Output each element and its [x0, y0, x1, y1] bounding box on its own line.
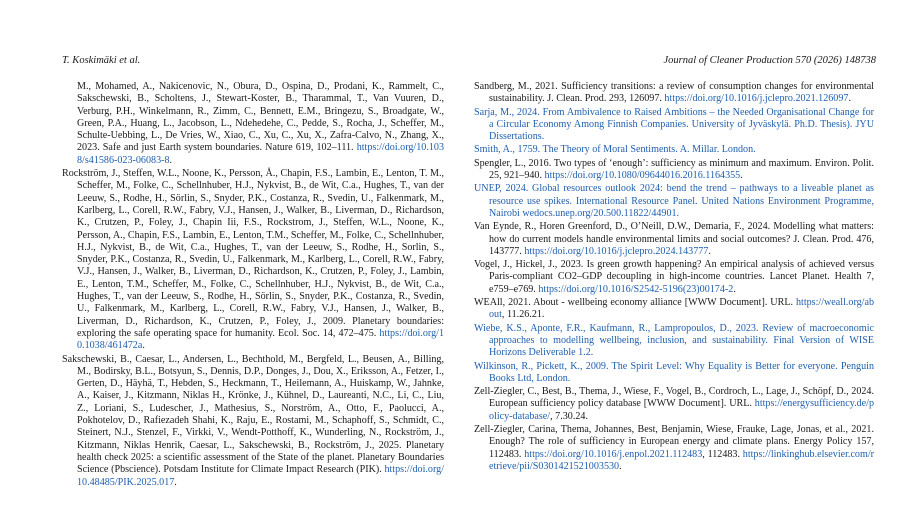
doi-link[interactable]: https://doi.org/10.1080/09644016.2016.1164355 [544, 170, 741, 182]
doi-link[interactable]: https://doi.org/10.1016/S2542-5196(23)00174-2 [538, 283, 734, 295]
references-left-column [62, 81, 444, 490]
url-link[interactable]: https://weall.org/about [489, 297, 874, 321]
doi-link[interactable]: https://doi.org/10.1038/s41586-023-06083-8 [77, 142, 444, 166]
reference-entry-linked[interactable]: Wilkinson, R., Pickett, K., 2009. The Spirit Level: Why Equality is Better for everyone. Penguin Books Ltd, London. [474, 360, 874, 384]
doi-link[interactable]: https://doi.org/10.1016/j.jclepro.2021.126097 [664, 93, 849, 105]
doi-link[interactable]: https://doi.org/10.1016/j.jclepro.2024.143777 [524, 245, 709, 257]
reference-entry-linked[interactable]: Wiebe, K.S., Aponte, F.R., Kaufmann, R., Lampropoulos, D., 2023. Review of macroeconomic approaches to modelling wellbeing, inclusion, and sustainability. Final Version of WISE Horizons Deliverable 1.2. [474, 322, 874, 359]
doi-link[interactable]: https://doi.org/10.48485/PIK.2025.017 [77, 464, 444, 488]
running-header-journal: Journal of Cleaner Production 570 (2026) 148738 [663, 55, 876, 66]
reference-entry-linked[interactable]: Sarja, M., 2024. From Ambivalence to Raised Ambitions – the Needed Organisational Change for a Circular Economy Among Finnish Companies. University of Jyväskylä. Ph.D. Thesis). JYU Dissertations. [474, 106, 874, 143]
reference-entry: WEAll, 2021. About - wellbeing economy alliance [WWW Document]. URL. https://weall.org/about, 11.26.21. [474, 297, 874, 321]
reference-entry: Zell-Ziegler, C., Best, B., Thema, J., Wiese, F., Vogel, B., Cordroch, L., Lage, J., Schöpf, D., 2024. European sufficiency policy database [WWW Document]. URL. https://energysufficiency.de/policy-database/, 7.30.24. [474, 386, 874, 422]
reference-entry: Zell-Ziegler, Carina, Thema, Johannes, Best, Benjamin, Wiese, Frauke, Lage, Jonas, et al., 2021. Enough? The role of sufficiency in European energy and climate plans. Energy Policy 157, 112483. https://doi.org/10.1016/j.enpol.2021.112483, 112483. https://linkinghub.elsevier.com/retrieve/pii/S0301421521003530. [474, 424, 874, 472]
reference-entry-linked[interactable]: UNEP, 2024. Global resources outlook 2024: bend the trend – pathways to a liveable planet as resource use spikes. International Resource Panel. United Nations Environment Programme, Nairobi wedocs.unep.org/20.500.11822/44901. [474, 183, 874, 219]
doi-link[interactable]: https://doi.org/10.1038/461472a [77, 327, 444, 352]
reference-entry: Spengler, L., 2016. Two types of ‘enough’: sufficiency as minimum and maximum. Environ. Polit. 25, 921–940. https://doi.org/10.1080/09644016.2016.1164355. [474, 157, 874, 182]
references-right-column [474, 81, 874, 474]
reference-entry: Vogel, J., Hickel, J., 2023. Is green growth happening? An empirical analysis of achieved versus Paris-compliant CO2–GDP decoupling in high-income countries. Lancet Planet. Health 7, e759–e769. https://doi.org/10.1016/S2542-5196(23)00174-2. [474, 259, 874, 295]
url-link[interactable]: https://linkinghub.elsevier.com/retrieve/pii/S0301421521003530 [489, 448, 874, 472]
running-header-authors: T. Koskimäki et al. [62, 55, 141, 66]
reference-entry: Sakschewski, B., Caesar, L., Andersen, L., Bechthold, M., Bergfeld, L., Beusen, A., Billing, M., Bodirsky, B.L., Botsyun, S., Dennis, D.P., Donges, J., Dou, X., Eriksson, A., Fetzer, I., Gerten, D., Häyhä, T., Hebden, S., Heckmann, T., Heilemann, A., Huiskamp, W., Jahnke, A., Kaiser, J., Kitzmann, Niklas H., Krönke, J., Kühnel, D., Laureanti, N.C., Li, C., Liu, Z., Loriani, S., Ludescher, J., Mathesius, S., Norström, A., Otto, F., Paolucci, A., Pokhotelov, D., Rafiezadeh Shahi, K., Raju, E., Rostami, M., Schaphoff, S., Schmidt, C., Steinert, N.J., Stenzel, F., Virkki, V., Wendt-Potthoff, K., Wunderling, N., Rockström, J., Kitzmann, Niklas Henrik, Caesar, L., Sakschewski, B., Rockström, J., 2025. Planetary health check 2025: a scientific assessment of the State of the planet. Planetary Boundaries Science (Pbscience). Potsdam Institute for Climate Impact Research (PIK). https://doi.org/10.48485/PIK.2025.017. [62, 353, 444, 488]
url-link[interactable]: https://energysufficiency.de/policy-database/ [489, 398, 874, 422]
doi-link[interactable]: https://doi.org/10.1016/j.enpol.2021.112483 [524, 448, 703, 460]
reference-entry: Rockström, J., Steffen, W.L., Noone, K., Persson, Å., Chapin, F.S., Lambin, E., Lenton, T. M., Scheffer, M., Folke, C., Schellnhuber, H.J., Nykvist, B., de Wit, C.a., Hughes, T., van der Leeuw, S., Rodhe, H., Sörlin, S., Snyder, P.K., Costanza, R., Svedin, U., Falkenmark, M., Karlberg, L., Corell, R.W., Fabry, V.J., Hansen, J., Walker, B., Liverman, D., Richardson, K., Crutzen, P., Foley, J., Chapin Iii, F.S., Rockstrom, J., Steffen, W.L., Noone, K., Persson, A., Chapin, F.S., Lambin, E., Lenton, T.M., Scheffer, M., Folke, C., Schellnhuber, H.J., Nykvist, B., de Wit, C.a., Hughes, T., van der Leeuw, S., Rodhe, H., Sorlin, S., Snyder, P.K., Costanza, R., Svedin, U., Falkenmark, M., Karlberg, L., Corell, R.W., Fabry, V.J., Hansen, J., Walker, B., Liverman, D., Richardson, K., Crutzen, P., Foley, J., Lambin, E., Lenton, T.M., Scheffer, M., Folke, C., Schellnhuber, H.J., Nykvist, B., de Wit, C.a., Hughes, T., van der Leeuw, S., Rodhe, H., Sörlin, S., Snyder, P.K., Costanza, R., Svedin, U., Falkenmark, M., Karlberg, L., Corell, R.W., Fabry, V.J., Hansen, J., Walker, B., Liverman, D., Richardson, K., Crutzen, P., Foley, J., 2009. Planetary boundaries: exploring the safe operating space for humanity. Ecol. Soc. 14, 472–475. https://doi.org/10.1038/461472a. [62, 168, 444, 352]
reference-entry: Sandberg, M., 2021. Sufficiency transitions: a review of consumption changes for environmental sustainability. J. Clean. Prod. 293, 126097. https://doi.org/10.1016/j.jclepro.2021.126097. [474, 81, 874, 105]
reference-entry: Van Eynde, R., Horen Greenford, D., O’Neill, D.W., Demaria, F., 2024. Modelling what matters: how do current models handle environmental limits and social outcomes? J. Clean. Prod. 476, 143777. https://doi.org/10.1016/j.jclepro.2024.143777. [474, 221, 874, 257]
reference-entry: M., Mohamed, A., Nakicenovic, N., Obura, D., Ospina, D., Prodani, K., Rammelt, C., Sakschewski, B., Scholtens, J., Stewart-Koster, B., Tharammal, T., Van Vuuren, D., Verburg, P.H., Winkelmann, R., Zimm, C., Bennett, E.M., Bringezu, S., Broadgate, W., Green, P.A., Huang, L., Jacobson, L., Ndehedehe, C., Pedde, S., Rocha, J., Scheffer, M., Schulte-Uebbing, L., De Vries, W., Xiao, C., Xu, C., Xu, X., Zafra-Calvo, N., Zhang, X., 2023. Safe and just Earth system boundaries. Nature 619, 102–111. https://doi.org/10.1038/s41586-023-06083-8. [77, 81, 444, 166]
reference-entry-linked[interactable]: Smith, A., 1759. The Theory of Moral Sentiments. A. Millar. London. [474, 144, 756, 156]
